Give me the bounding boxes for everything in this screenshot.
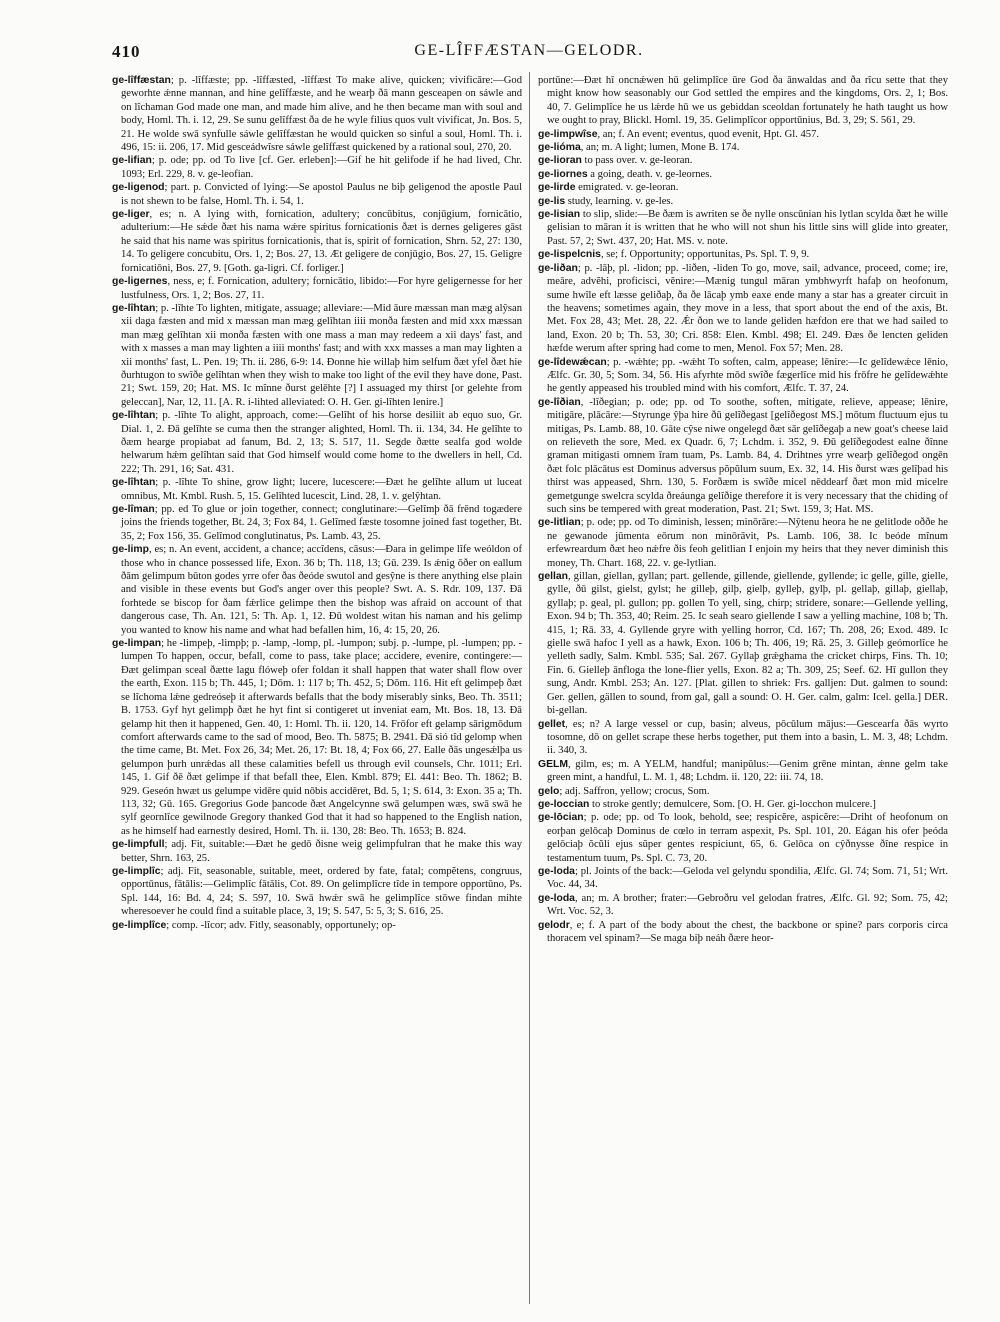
dictionary-entry	[112, 409, 522, 476]
headword: ge-lifian	[112, 155, 152, 167]
dictionary-entry	[538, 811, 948, 865]
dictionary-entry	[538, 181, 948, 194]
entry-definition: ; p. ode; pp. od To look, behold, see; respicĕre, aspicĕre:—Driht of heofonum on eorþan gelōcaþ Dominus de cœlo in terram aspexit, Ps. Spl. 101, 20. Eágan his ofer þeóda gelōciaþ ŏcŭli ejus sŭper gentes respiciunt, 65, 6. Gelōca on cŷðnysse ðîne respice in testamentum tuum, Ps. Spl. C. 73, 20.	[547, 812, 948, 864]
headword: ge-lis	[538, 195, 566, 207]
entry-definition: ; p. -lîhte To lighten, mitigate, assuage; alleviare:—Mid āure mæssan man mæg alŷsan xii daga fæsten and mid x mæssan man mæg gelîhtan iiii monða fæsten and mid xxx mæssan man mæg gelîhtan xii monða fæsten with one mass a man may redeem a xii days' fast, and with x masses a man may lighten a iiii months' fast; and with xxx masses a man may lighten a xii months' fast, L. Pen. 19; Th. ii. 286, 6-9: 14. Ðonne hie willaþ him selfum ðæt yfel ðæt hie ðurhtugon to swîðe gelîhtan when they wish to make too light of the evil they have done, Past. 21; Swt. 159, 20; Hat. MS. Ic mînne ðurst gelēhte [?] I assuaged my thirst [or gelehte from geleccan], Nar, 12, 11. [A. R. i-lihted alleviated: O. H. Ger. gi-lîhten lenire.]	[121, 302, 522, 408]
headword: ge-lióma	[538, 142, 581, 154]
entry-definition: study, learning. v. ge-les.	[565, 195, 674, 207]
headword: ge-limplîce	[112, 919, 167, 931]
dictionary-entry	[538, 248, 948, 261]
headword: ge-lirde	[538, 182, 576, 194]
headword: ge-lîhtan	[112, 410, 156, 422]
entry-definition: to stroke gently; demulcere, Som. [O. H. Ger. gi-locchon mulcere.]	[589, 798, 876, 810]
dictionary-entry	[538, 758, 948, 785]
dictionary-entry	[538, 195, 948, 208]
entry-definition: ; p. -lāþ, pl. -lidon; pp. -liðen, -liden To go, move, sail, advance, proceed, come; ire, meāre, advĕhi, proficisci, vĕnire:—Mænig tungul māran ymbhwyrft hafaþ on heofonum, sume hwîle eft læsse geliðaþ, ða ðe lācaþ ymb eaxe ende many a star has a greater circuit in the heavens; sometimes again, they move in a less, that sport about the end of the axis, Bt. Met. Fox 28, 43; Met. 28, 22. Ǽr ðon we to lande geliden hæfdon ere that we had sailed to land, Exon. 20 b; Th. 53, 30; Cri. 858: Elen. Kmbl. 498; El. 249. Ðæs ðe lencten geliden hæfde werum after spring had come to men, Menol. Fox 57; Men. 28.	[547, 262, 948, 355]
headword: ge-lîhtan	[112, 302, 156, 314]
headword: ge-litlian	[538, 517, 581, 529]
dictionary-entry	[112, 503, 522, 543]
headword: ge-lîman	[112, 504, 155, 515]
dictionary-entry	[538, 154, 948, 167]
headword: ge-limp	[112, 544, 149, 556]
left-column	[112, 74, 522, 1314]
headword: ge-lîðian	[538, 396, 581, 408]
dictionary-entry	[538, 919, 948, 946]
entry-definition: ; adj. Fit, seasonable, suitable, meet, ordered by fate, fatal; compĕtens, congruus, opportūnus, fātālis:—Gelimplîc fātālis, Cot. 89. On gelimplîcre tîde in tempore opportūno, Ps. Spl. 144, 16: Bd. 4, 24; S. 597, 10. Swā hwǽr swā he gelimplîce stōwe findan mihte wheresoever he could find a suitable place, 3, 19; S. 547, 5: 5, 3; S. 616, 25.	[121, 865, 522, 918]
headword: ge-limpan	[112, 638, 162, 650]
headword: ge-lîdewǽcan	[538, 356, 607, 368]
dictionary-entry	[538, 516, 948, 570]
headword: ge-lioran	[538, 155, 582, 167]
dictionary-entry	[538, 892, 948, 919]
entry-definition: ; p. ode; pp. od To live [cf. Ger. erleben]:—Gif he hit gelifode if he had lived, Chr. 1093; Erl. 229, 8. v. ge-leofian.	[121, 155, 522, 180]
dictionary-entry	[538, 208, 948, 248]
entry-definition: a going, death. v. ge-leornes.	[587, 168, 712, 180]
entry-definition: portūne:—Ðæt hî oncnǽwen hū gelimplîce ūre God ða ānwaldas and ða rîcu sette that they might know how seasonably our God settled the empires and the kingdoms, Ors. 2, 1; Bos. 40, 7. Gelimplîce he us lǽrde hū we us gebiddan sceoldan fortunately he hath taught us how we ought to pray, Blickl. Homl. 19, 35. Gelimplîcor opportūnius, Bd. 3, 29; S. 561, 29.	[538, 75, 948, 127]
headword: ge-lîhtan	[112, 477, 156, 489]
dictionary-entry	[538, 141, 948, 154]
column-divider	[529, 72, 530, 1304]
dictionary-entry	[538, 168, 948, 181]
headword: gellet	[538, 718, 566, 730]
entry-definition: ; p. ode; pp. od To diminish, lessen; minōrāre:—Nŷtenu heora he ne gelitlode oððe he ne gewanode jūmenta eōrum non minōrāvit, Ps. Lamb. 106, 38. Ic beóde mînum erfewreardum ðæt heo nǽfre ðis feoh gelitlian I enjoin my heirs that they never diminish this money, Th. Chart. 168, 22. v. ge-lytlian.	[547, 517, 948, 569]
entry-definition: , an; f. An event; eventus, quod evenit, Hpt. Gl. 457.	[597, 128, 820, 140]
entry-definition: ; pl. Joints of the back:—Geloda vel gelyndu spondilia, Ælfc. Gl. 74; Som. 71, 51; Wrt. Voc. 44, 34.	[547, 865, 948, 891]
dictionary-entry	[538, 74, 948, 128]
dictionary-entry	[112, 74, 522, 154]
dictionary-entry	[538, 865, 948, 892]
headword: ge-lîffæstan	[112, 75, 171, 86]
headword: ge-limpwîse	[538, 128, 598, 140]
headword: ge-limpfull	[112, 839, 165, 851]
entry-definition: , an; m. A brother; frater:—Gebroðru vel gelodan fratres, Ælfc. Gl. 92; Som. 75, 42; Wrt. Voc. 52, 3.	[547, 892, 948, 918]
dictionary-entry	[112, 865, 522, 919]
entry-definition: to slip, slide:—Be ðæm is awriten se ðe nylle onscūnian his lytlan scylda ðæt he wille gelisian to māran it is written that he who will not shun his little sins will glide into greater, Past. 57, 2; Swt. 437, 20; Hat. MS. v. note.	[547, 209, 948, 247]
headword: gellan	[538, 571, 569, 583]
entry-definition: , se; f. Opportunity; opportunitas, Ps. Spl. T. 9, 9.	[600, 249, 810, 261]
dictionary-entry	[538, 798, 948, 811]
page-header	[112, 42, 946, 72]
dictionary-entry	[538, 570, 948, 717]
dictionary-entry	[112, 154, 522, 181]
headword: ge-limplîc	[112, 865, 161, 877]
entry-definition: ; adj. Fit, suitable:—Ðæt he gedō ðisne weig gelimpfulran that he make this way better, Shrn. 163, 25.	[121, 839, 522, 864]
entry-definition: , gillan, giellan, gyllan; part. gellende, gillende, giellende, gyllende; ic gelle, gille, gielle, gylle, ðū gilst, gielst, gylst; he gilleþ, gilþ, gielþ, gylleþ, gylþ, pl. gellaþ, gillaþ, giellaþ, gyllaþ; p. geal, pl. gullon; pp. gollen To yell, sing, chirp; stridere, sonare:—Gellende yelling, Exon. 94 b; Th. 353, 40; Reim. 25. Ic seah searo giellende I saw a yelling machine, 108 b; Th. 415, 1; Rā. 33, 4. Gyllende gryre with yelling horror, Cd. 167; Th. 208, 26; Exod. 489. Ic gielle swā hafoc I yell as a hawk, Exon. 106 b; Th. 406, 19; Rā. 25, 3. Gilleþ geómorlîce he yelleth sadly, Salm. Kmbl. 535; Sal. 267. Gyllaþ grǽghama the cricket chirps, Fins. Th. 10; Fin. 6. Gielleþ ānfloga the lone-flier yells, Exon. 82 a; Th. 309, 25; Seef. 62. Hī gullon they sung, Andr. Kmbl. 253; An. 127. [Plat. gillen to shriek: Frs. galljen: Dut. galmen to sound: Ger. gellen, gällen to sound, from gal, gall a sound: O. H. Ger. calm, galm: Icel. gella.] DER. bi-gellan.	[547, 571, 948, 717]
headword: gelo	[538, 785, 560, 797]
dictionary-entry	[112, 637, 522, 838]
entry-definition: ; p. -wǽhte; pp. -wǽht To soften, calm, appease; lēnire:—Ic gelîdewǽce lēnio, Ælfc. Gr. 30, 5; Som. 34, 56. His afyrhte mōd swîðe fægerlîce mid his frōfre he gelîdewǽhte he gently appeased his troubled mind with his comfort, Ælfc. T. 37, 24.	[547, 356, 948, 395]
dictionary-entry	[112, 476, 522, 503]
dictionary-entry	[538, 128, 948, 141]
entry-definition: ; p. -lîhte To shine, grow light; lucere, lucescere:—Ðæt he gelîhte allum ut luceat omnibus, Mt. Kmbl. Rush. 5, 15. Gelîhted lucescit, Lind. 28, 1. v. gelŷhtan.	[121, 477, 522, 502]
running-title: GE-LÎFFÆSTAN—GELODR.	[414, 42, 644, 59]
dictionary-entry	[112, 302, 522, 409]
headword: ge-lōcian	[538, 812, 584, 824]
entry-definition: ; pp. ed To glue or join together, connect; conglutinare:—Gelîmþ ðā frēnd togædere joins the friends together, Bt. 24, 3; Fox 84, 1. Gelîmed fæste tosomne joined fast together, Bt. 35, 2; Fox 156, 35. Gelîmod conglutinatus, Ps. Lamb. 43, 25.	[121, 504, 522, 542]
entry-definition: emigrated. v. ge-leoran.	[575, 182, 679, 194]
headword: ge-loda	[538, 865, 575, 877]
dictionary-entry	[538, 356, 948, 396]
dictionary-entry	[112, 208, 522, 275]
entry-definition: , -lîðegian; p. ode; pp. od To soothe, soften, mitigate, relieve, appease; lēnire, mitigāre, plācāre:—Styrunge ŷþa hire ðū gelîðegast [gelîðegost MS.] mōtum fluctuum ejus tu mitigas, Ps. Lamb. 88, 10. Gāte cŷse niwe ongelegd ðæt sār gelîðegaþ a new goat's cheese laid on relieveth the sore, Med. ex Quadr. 6, 7; Lchdm. i. 352, 9. Ðū gelîðegodest ealne ðînne graman mitigasti omnem īram tuam, Ps. Lamb. 84, 4. Drihtnes yrre wearþ gelîðegod ongēn ðæt folc plācātus est Dominus adversus pŏpŭlum suum, Ex. 32, 14. His ðurst wæs gelîþad his thirst was appeased, Shrn. 130, 5. Forðæm is swîðe micel nēddearf ðæt mon mid micelre gemetgunge swelcra scylda ðreáunga gelîðige therefore it is very necessary that the chiding of such sins be tempered with great moderation, Past. 21; Swt. 159, 3; Hat. MS.	[547, 396, 948, 515]
dictionary-entry	[112, 275, 522, 302]
entry-definition: ; p. -lîffæste; pp. -lîffæsted, -lîffæst To make alive, quicken; vivificāre:—God geworhte ǽnne mannan, and hine gelîffæste, and he wearþ ðā mann gesceapen on sáwle and on lîchaman God made one man, and made him alive, and he then became man with soul and body, Homl. Th. i. 12, 29. Se sunu gelîffæst ða de he wyle filius quos vult vivificat, Jn. Bos. 5, 21. He wolde swā synfulle sáwle gelîffæstan he would quicken so sinful a soul, Homl. Th. i. 496, 15: ii. 206, 17. Mid gesceádwîsre sáwle gelîffæst quickened by a rational soul, 270, 20.	[121, 75, 522, 154]
dictionary-entry	[538, 785, 948, 798]
headword: gelodr	[538, 919, 570, 931]
entry-definition: ; adj. Saffron, yellow; crocus, Som.	[559, 785, 710, 797]
dictionary-entry	[112, 543, 522, 637]
headword: ge-liger	[112, 209, 150, 221]
right-column	[538, 74, 948, 1314]
headword: ge-liornes	[538, 168, 588, 180]
entry-definition: , ness, e; f. Fornication, adultery; fornicātio, libido:—For hyre geligernesse for her lustfulness, Ors. 1, 2; Bos. 27, 11.	[121, 276, 522, 301]
entry-definition: , gilm, es; m. A YELM, handful; manipŭlus:—Genim grēne mintan, ǽnne gelm take green mint, a handful, L. M. 1, 48; Lchdm. ii. 120, 22: iii. 74, 18.	[547, 758, 948, 784]
entry-definition: , es; n. A lying with, fornication, adultery; concūbitus, conjūgium, fornicātio, adulterium:—He sǽde ðæt his nama wǽre spiritus fornicationis ðæt is dernes geligeres gāst he said that his name was spiritus fornicationis, that is, spirit of fornication, Shrn. 52, 27: 130, 14. To geligere concubitu, Ors. 1, 2; Bos. 27, 13. Æt geligere de conjūgio, Bos. 27, 15. Geligre fornicatiōni, Bos. 27, 9. [Goth. ga-ligri. Cf. forliger.]	[121, 209, 522, 274]
entry-definition: , e; f. A part of the body about the chest, the backbone or spine? pars corporis circa thoracem vel spinam?—Se maga biþ neáh ðære heor-	[547, 919, 948, 944]
headword: ge-liðan	[538, 262, 578, 274]
entry-definition: ; he -limpeþ, -limpþ; p. -lamp, -lomp, pl. -lumpon; subj. p. -lumpe, pl. -lumpen; pp. -lumpen To happen, occur, befall, come to pass, take place; accidere, evenire, contingere:—Ðæt gelimpan sceal ðætte lagu flóweþ ofer foldan it shall happen that water shall flow over the earth, Exon. 115 b; Th. 445, 1; Dōm. 1: 117 b; Th. 452, 5; Dōm. 116. Hit eft gelimpeþ ðæt se lîchoma lǽne gedreóseþ it afterwards befalls that the body miserably sinks, Beo. Th. 3511; B. 1753. Gyf hyt gelimpþ ðæt he hyt fint si contigeret ut inveniat eam, Mt. Bos. 18, 13. Ðā gelamp hit then it happened, Gen. 40, 1: Homl. Th. ii. 120, 14. Frōfor eft gelamp sārigmōdum comfort afterwards came to the sad of mood, Beo. Th. 5875; B. 2941. Ðā sió tîd gelomp when the time came, Bt. Met. Fox 26, 34; Met. 26, 17: Bt. 18, 4; Fox 66, 27. Ealle ðās ungesǽlþa us gelumpon þurh unrǽdas all these calamities befell us through evil counsels, Chr. 1011; Erl. 145, 1. Gif ðē ðæt gelimpe if that befall thee, Elen. Kmbl. 879; El. 441: Beo. Th. 1862; B. 929. Geseón hwæt us gelumpe vidēre quid nōbis accidēret, Bd. 5, 1; S. 614, 3: Exon. 35 a; Th. 113, 32; Gū. 165. Gregorius Gode þancode ðæt Angelcynne swā gelumpen wæs, swā swā he sylf geornlîce gewilnode Gregory thanked God that it had so happened to the English nation, as he himself had earnestly desired, Homl. Th. ii. 130, 28: Beo. Th. 1653; B. 824.	[121, 638, 522, 837]
entry-definition: , an; m. A light; lumen, Mone B. 174.	[580, 142, 740, 154]
entry-definition: to pass over. v. ge-leoran.	[581, 155, 693, 167]
headword: ge-lispelcnis	[538, 249, 601, 261]
entry-definition: ; comp. -lîcor; adv. Fitly, seasonably, opportunely; op-	[166, 919, 396, 931]
headword: ge-ligernes	[112, 276, 168, 288]
dictionary-entry	[112, 919, 522, 932]
headword: ge-ligenod	[112, 182, 165, 194]
entry-definition: ; p. -lîhte To alight, approach, come:—Gelîht of his horse desiliit ab equo suo, Gr. Dial. 1, 2. Ðā gelîhte se cuma then the stranger alighted, Homl. Th. ii. 134, 34. He gelîhte to ðæm hearge propiabat ad fanum, Bd. 2, 13; S. 517, 11. Segde ðætte sealfa god wolde helwarum hǽm gelîhtan said that God himself would come home to the dwellers in hell, Cd. 222; Th. 291, 16; Sat. 431.	[121, 410, 522, 475]
dictionary-entry	[538, 262, 948, 356]
entry-definition: , es; n? A large vessel or cup, basin; alveus, pōcūlum mājus:—Gescearfa ðās wyrto tosomne, dō on gellet scrape these herbs together, put them into a basin, L. M. 3, 48; Lchdm. ii. 340, 3.	[547, 718, 948, 757]
headword: GELM	[538, 758, 569, 770]
page-number: 410	[112, 42, 141, 61]
dictionary-entry	[112, 181, 522, 208]
headword: ge-loda	[538, 892, 575, 904]
headword: ge-loccian	[538, 798, 590, 810]
entry-definition: ; part. p. Convicted of lying:—Se apostol Paulus ne biþ geligenod the apostle Paul is not shewn to be false, Homl. Th. i. 54, 1.	[121, 182, 522, 207]
headword: ge-lisian	[538, 209, 581, 221]
dictionary-entry	[538, 396, 948, 517]
entry-definition: , es; n. An event, accident, a chance; accîdens, cāsus:—Ðara in gelimpe lîfe weóldon of those who in chance possessed life, Exon. 36 b; Th. 118, 13; Gū. 239. Is ǽnig ōðer on eallum ðām gelimpum būton godes yrre ofer ðas ðeóde swutol and gesŷne is there anything else plain and visible in these events but God's anger over this people? Swt. A. S. Rdr. 109, 137. Ðā forhtede se biscop for ðam fǽrlice gelimpe then the bishop was afraid on account of that dangerous case, Th. An. 121, 5: Th. Ap. 1, 12. Ðū woldest witan his naman and his gelimp you wanted to know his name and what had befallen him, 16, 4: 15, 20, 26.	[121, 544, 522, 636]
dictionary-entry	[112, 838, 522, 865]
dictionary-entry	[538, 718, 948, 758]
